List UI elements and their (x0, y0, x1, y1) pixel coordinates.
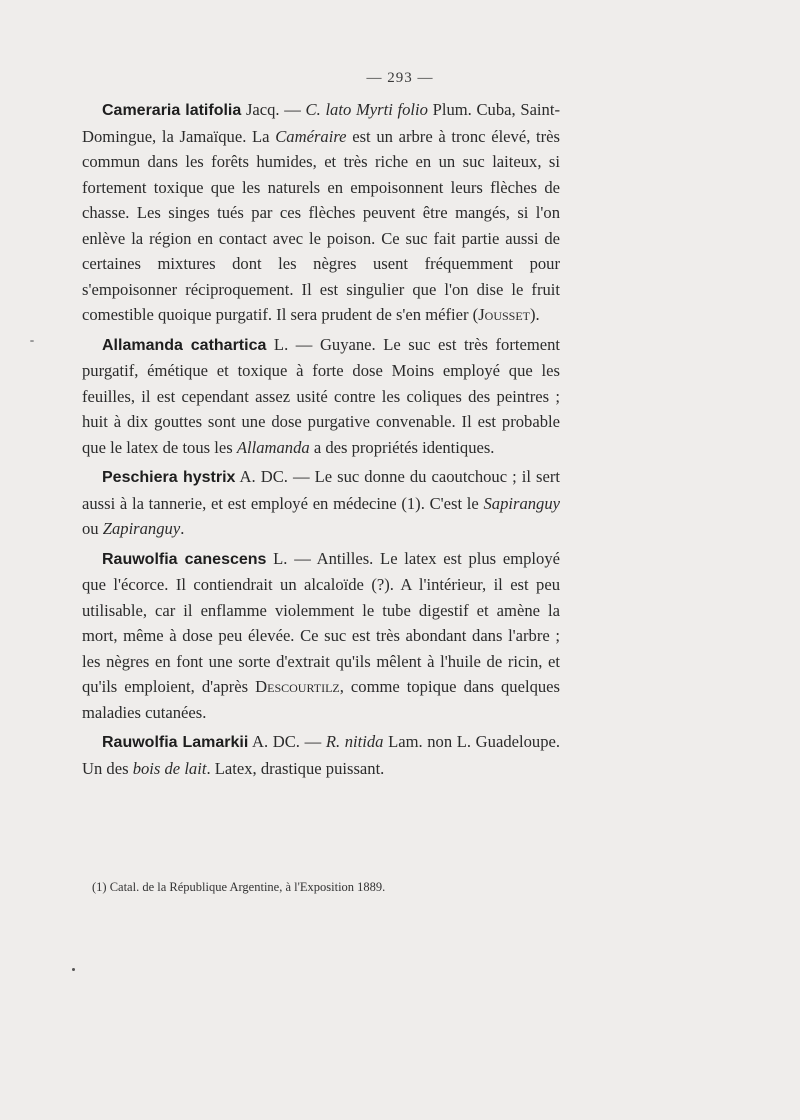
genus-name: Allamanda (236, 437, 310, 457)
species-name: Rauwolfia canescens (102, 550, 267, 568)
vernacular-name: Sapiranguy (483, 493, 560, 513)
paper-speck (30, 340, 34, 342)
entry-rauwolfia-canescens (82, 546, 560, 726)
species-name: Cameraria latifolia (102, 102, 242, 119)
entry-text: Le suc donne du caoutchouc ; il sert aussi à la tannerie, et est employé en médecine (1). C'est le (82, 467, 560, 513)
entry-text: , comme topique dans quelques maladies cutanées. (82, 677, 560, 722)
reference-author: Descourtilz (255, 677, 340, 696)
author-text: L. — (266, 548, 317, 568)
text-body (82, 97, 560, 785)
entry-text: Lam. non L. Guadeloupe. Un des (82, 732, 561, 778)
page-number: — 293 — (366, 70, 434, 86)
entry-cameraria (82, 97, 560, 328)
entry-text: ou (82, 519, 103, 538)
common-name: Caméraire (275, 126, 347, 146)
entry-text: Cuba, Saint-Domingue, la Jamaïque. La (82, 100, 560, 146)
synonym: R. nitida (325, 732, 384, 751)
author-text: A. DC. — (235, 467, 315, 486)
entry-text: . (180, 519, 185, 538)
species-name: Rauwolfia Lamarkii (102, 734, 249, 751)
entry-text: . Latex, drastique puissant. (206, 758, 385, 778)
vernacular-name: Zapiranguy (102, 519, 181, 538)
author-text: Jacq. — (241, 100, 306, 119)
entry-text: est un arbre à tronc élevé, très commun dans les forêts humides, et très riche en un suc laiteux, si fortement toxique que les naturels en empoisonnent leurs flèches de chasse. Les singes tués par ces flèches peuvent être mangés, si l'on enlève la région en contact avec le poison. Ce suc fait partie aussi de certaines mixtures dont les nègres usent fréquemment pour s'empoisonner réciproquement. Il est singulier que l'on dise le fruit comestible quoique purgatif. Il sera prudent de s'en méfier ( (82, 126, 560, 324)
entry-peschiera (82, 464, 560, 542)
entry-text: ). (530, 305, 540, 324)
entry-text: Guyane. Le suc est très fortement purgatif, émétique et toxique à forte dose Moins employé que les feuilles, il est cependant assez usité contre les coliques des peintres ; huit à dix gouttes sont une dose purgative convenable. Il est probable que le latex de tous les (82, 334, 561, 457)
entry-text: Antilles. Le latex est plus employé que l'écorce. Il contiendrait un alcaloïde (?). A l'intérieur, il est peu utilisable, car il enflamme violemment le tube digestif et amène la mort, même à dose peu élevée. Ce suc est très abondant dans l'arbre ; les nègres en font une sorte d'extrait qu'ils mêlent à l'huile de ricin, et qu'ils emploient, d'après (82, 548, 560, 696)
reference-author: Jousset (478, 305, 531, 324)
paper-speck (72, 968, 75, 971)
species-name: Allamanda cathartica (102, 336, 267, 354)
entry-allamanda (82, 332, 560, 461)
footnote: (1) Catal. de la République Argentine, à l'Exposition 1889. (92, 880, 386, 894)
author-text: L. — (266, 334, 320, 354)
synonym: C. lato Myrti folio (305, 100, 428, 119)
entry-rauwolfia-lamarkii (82, 729, 560, 781)
author-text: A. DC. — (248, 732, 326, 751)
common-name: bois de lait (132, 758, 207, 778)
entry-text: a des propriétés identiques. (309, 437, 495, 457)
synonym-author: Plum. (427, 100, 472, 119)
species-name: Peschiera hystrix (102, 469, 236, 486)
